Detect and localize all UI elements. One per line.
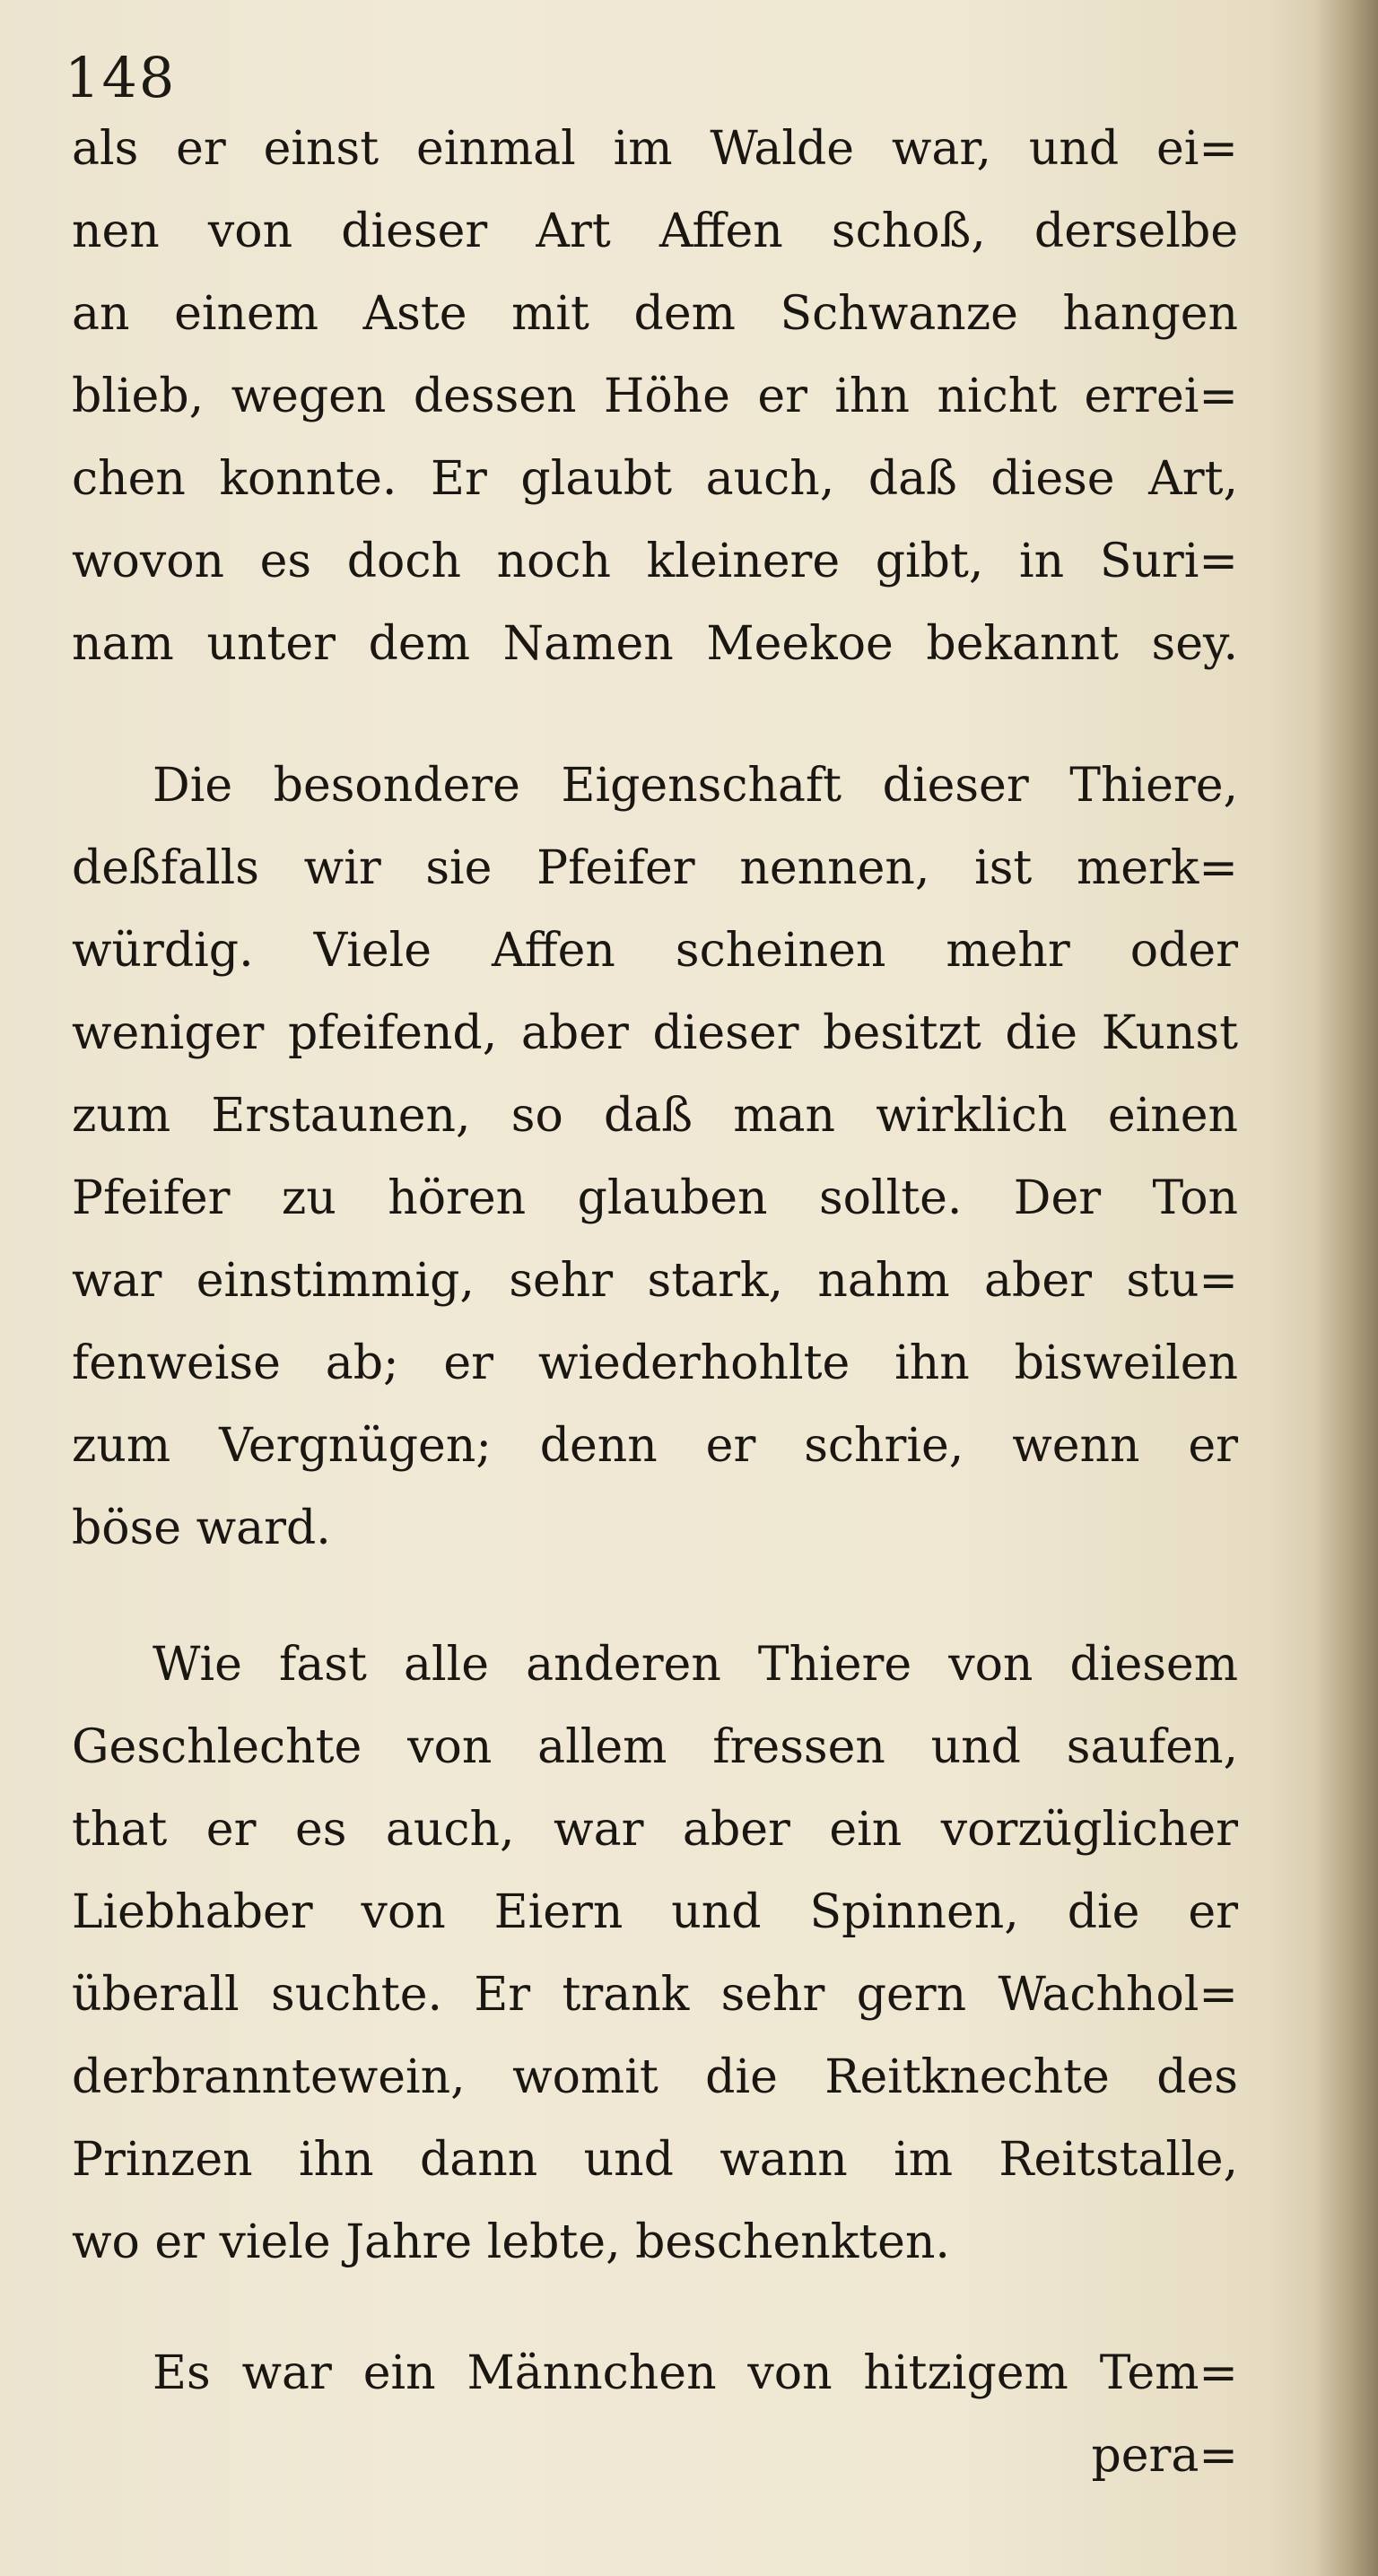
text-line: nen von dieser Art Affen schoß, derselbe [72,205,1238,258]
text-line: wovon es doch noch kleinere gibt, in Suri= [72,535,1238,588]
page-number: 148 [65,45,177,110]
text-line: Die besondere Eigenschaft dieser Thiere, [153,759,1238,813]
text-line: böse ward. [72,1501,331,1555]
text-line: als er einst einmal im Walde war, und ei= [72,122,1238,176]
text-line: Prinzen ihn dann und wann im Reitstalle, [72,2133,1238,2187]
text-line: fenweise ab; er wiederhohlte ihn bisweilen [72,1336,1238,1390]
text-line: wo er viele Jahre lebte, beschenkten. [72,2215,950,2269]
text-line: war einstimmig, sehr stark, nahm aber stu= [72,1254,1238,1308]
text-line: zum Erstaunen, so daß man wirklich einen [72,1089,1238,1143]
text-line: Wie fast alle anderen Thiere von diesem [153,1638,1238,1692]
text-line: Liebhaber von Eiern und Spinnen, die er [72,1885,1238,1939]
paragraph-1 [72,108,1238,685]
text-line: chen konnte. Er glaubt auch, daß diese Art, [72,452,1238,506]
text-line: weniger pfeifend, aber dieser besitzt die Kunst [72,1006,1238,1060]
text-line: blieb, wegen dessen Höhe er ihn nicht errei= [72,370,1238,423]
text-line: Es war ein Männchen von hitzigem Tem= [153,2346,1238,2400]
page-edge-shadow [1315,0,1378,2576]
text-line: zum Vergnügen; denn er schrie, wenn er [72,1419,1238,1473]
text-line: Pfeifer zu hören glauben sollte. Der Ton [72,1171,1238,1225]
text-line: überall suchte. Er trank sehr gern Wachhol= [72,1968,1238,2022]
catchword: pera= [1091,2429,1238,2483]
text-line: nam unter dem Namen Meekoe bekannt sey. [72,617,1238,671]
paragraph-3 [72,1623,1238,2284]
text-line: that er es auch, war aber ein vorzüglicher [72,1803,1238,1857]
text-line: deßfalls wir sie Pfeifer nennen, ist merk= [72,841,1238,895]
text-line: derbranntewein, womit die Reitknechte des [72,2050,1238,2104]
text-line: an einem Aste mit dem Schwanze hangen [72,287,1238,341]
paragraph-2 [72,744,1238,1570]
paragraph-4 [72,2332,1238,2497]
text-line: würdig. Viele Affen scheinen mehr oder [72,924,1238,978]
text-line: Geschlechte von allem fressen und saufen, [72,1720,1238,1774]
